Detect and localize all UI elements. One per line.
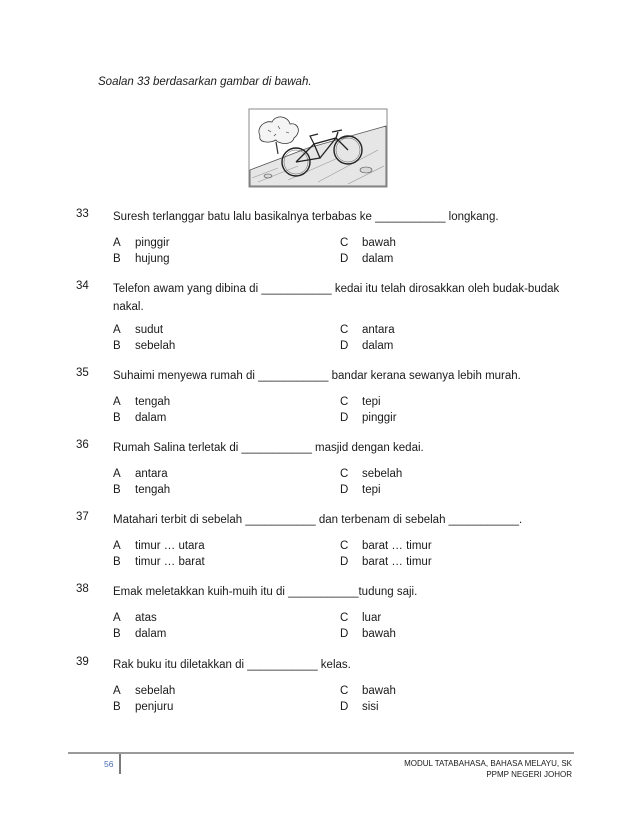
question-number: 39 (76, 656, 89, 668)
question-number: 35 (76, 367, 89, 379)
option-c[interactable]: C tepi (340, 396, 381, 408)
option-c[interactable]: C barat … timur (340, 540, 432, 552)
option-d[interactable]: D tepi (340, 484, 381, 496)
instruction-text: Soalan 33 berdasarkan gambar di bawah. (98, 76, 312, 88)
option-d[interactable]: D dalam (340, 340, 394, 352)
question-number: 34 (76, 280, 89, 292)
option-b[interactable]: B dalam (113, 412, 167, 424)
question-text: Rak buku itu diletakkan di ___________ kelas. (113, 659, 351, 671)
option-b[interactable]: B hujung (113, 253, 170, 265)
question-text: Rumah Salina terletak di ___________ masjid dengan kedai. (113, 442, 424, 454)
footer-caption (404, 758, 572, 780)
option-c[interactable]: C bawah (340, 685, 396, 697)
bicycle-illustration (248, 108, 388, 188)
question-text: Suhaimi menyewa rumah di ___________ bandar kerana sewanya lebih murah. (113, 370, 521, 382)
option-c[interactable]: C bawah (340, 237, 396, 249)
question-number: 38 (76, 583, 89, 595)
option-a[interactable]: A atas (113, 612, 157, 624)
option-d[interactable]: D dalam (340, 253, 394, 265)
option-d[interactable]: D sisi (340, 701, 379, 713)
question-text: Telefon awam yang dibina di ___________ kedai itu telah dirosakkan oleh budak-budak nakal. (113, 283, 560, 313)
question-number: 37 (76, 511, 89, 523)
question-text: Suresh terlanggar batu lalu basikalnya terbabas ke ___________ longkang. (113, 211, 499, 223)
footer-line-1: MODUL TATABAHASA, BAHASA MELAYU, SK (404, 759, 572, 768)
option-d[interactable]: D bawah (340, 628, 396, 640)
option-a[interactable]: A antara (113, 468, 168, 480)
option-b[interactable]: B penjuru (113, 701, 174, 713)
option-b[interactable]: B timur … barat (113, 556, 205, 568)
option-d[interactable]: D pinggir (340, 412, 397, 424)
option-c[interactable]: C antara (340, 324, 395, 336)
option-a[interactable]: A tengah (113, 396, 171, 408)
option-a[interactable]: A sebelah (113, 685, 176, 697)
option-a[interactable]: A sudut (113, 324, 164, 336)
option-a[interactable]: A timur … utara (113, 540, 205, 552)
question-text: Matahari terbit di sebelah ___________ dan terbenam di sebelah ___________. (113, 514, 523, 526)
question-text: Emak meletakkan kuih-muih itu di ___________tudung saji. (113, 586, 418, 598)
option-b[interactable]: B tengah (113, 484, 171, 496)
footer-separator (119, 754, 121, 774)
option-b[interactable]: B sebelah (113, 340, 176, 352)
option-a[interactable]: A pinggir (113, 237, 170, 249)
option-b[interactable]: B dalam (113, 628, 167, 640)
footer-divider (68, 752, 574, 754)
option-c[interactable]: C sebelah (340, 468, 403, 480)
page-number: 56 (104, 759, 114, 769)
option-d[interactable]: D barat … timur (340, 556, 432, 568)
question-number: 33 (76, 208, 89, 220)
option-c[interactable]: C luar (340, 612, 382, 624)
question-number: 36 (76, 439, 89, 451)
footer-line-2: PPMP NEGERI JOHOR (486, 770, 572, 779)
